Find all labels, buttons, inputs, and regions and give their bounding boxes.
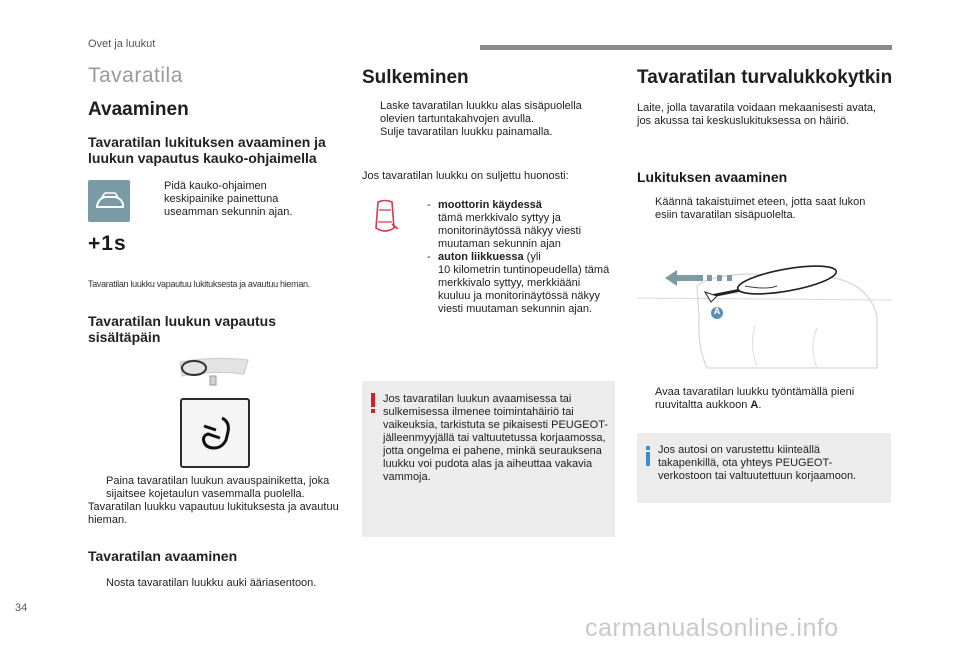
screwdriver-illustration: [637, 256, 892, 374]
bullet-icon: [362, 126, 372, 139]
bullet-icon: [146, 180, 156, 219]
dashboard-illustration: [172, 356, 252, 388]
condition-engine-running: moottorin käydessä: [438, 199, 542, 211]
subheading-open-trunk: Tavaratilan avaaminen: [88, 548, 238, 564]
warning-icon: [370, 393, 376, 413]
heading-sulkeminen: Sulkeminen: [362, 67, 469, 88]
inside-release-text: Paina tavaratilan luukun avauspainiketta, joka sijaitsee kojetaulun vasemmalla puolella. Tavaratilan luukku vapautuu lukituksesta ja avautuu hieman.: [88, 475, 350, 527]
figure-label-a: A: [713, 306, 721, 316]
closing-conditions: - moottorin käydessä tämä merkkivalo syttyy ja monitorinäytössä näkyy viesti muutaman sekunnin ajan - auton liikkuessa (yli 10 kilometrin tuntinopeudella) tämä merkkivalo syttyy, merkkiääni kuuluu ja monitorinäytössä näkyy viesti muutaman sekunnin ajan.: [427, 199, 610, 315]
remote-note: Tavaratilan luukku vapautuu lukituksesta ja avautuu hieman.: [88, 279, 310, 289]
subheading-remote: Tavaratilan lukituksen avaaminen ja luukun vapautus kauko-ohjaimella: [88, 134, 326, 166]
bullet-icon: [88, 577, 98, 590]
open-door-warning-icon: [370, 198, 400, 238]
section-label: Ovet ja luukut: [88, 38, 156, 50]
remote-key-icon: [88, 180, 130, 222]
bullet-icon: [362, 100, 372, 126]
subheading-inside-release: Tavaratilan luukun vapautus sisältäpäin: [88, 313, 277, 345]
open-trunk-step: Nosta tavaratilan luukku auki ääriasentoon.: [88, 577, 350, 590]
bullet-icon: [637, 386, 647, 412]
inside-release-note: Tavaratilan luukku vapautuu lukituksesta ja avautuu hieman.: [88, 501, 339, 526]
warning-text: Jos tavaratilan luukun avaamisessa tai sulkemisessa ilmenee toimintahäiriö tai vaikeuksia, tarkistuta se pikaisesti PEUGEOT-jälleenmyyjällä tai valtuutetussa korjaamossa, jotta ongelma ei pahene, minkä seurauksena luukku voi pudota alas ja aiheuttaa vakavia vammoja.: [383, 393, 608, 483]
info-text: Jos autosi on varustettu kiinteällä takapenkillä, ota yhteys PEUGEOT-verkostoon tai valtuutettuun korjaamoon.: [658, 444, 857, 482]
closing-steps: Laske tavaratilan luukku alas sisäpuolella olevien tartuntakahvojen avulla. Sulje tavaratilan luukku painamalla.: [362, 100, 612, 139]
bullet-icon: [637, 196, 647, 222]
unlock-step-1: Käännä takaistuimet eteen, jotta saat lukon esiin tavaratilan sisäpuolelta.: [637, 196, 887, 222]
info-box: [637, 433, 891, 503]
heading-avaaminen: Avaaminen: [88, 99, 189, 120]
plus-one-second-badge: +1s: [88, 232, 127, 255]
condition-car-moving: auton liikkuessa: [438, 251, 524, 263]
trunk-open-icon: [182, 400, 248, 466]
info-icon: [645, 446, 651, 466]
page-number: 34: [15, 602, 28, 614]
closing-intro: Jos tavaratilan luukku on suljettu huonosti:: [362, 170, 569, 182]
bullet-icon: [88, 475, 98, 501]
safety-lock-intro: Laite, jolla tavaratila voidaan mekaanisesti avata, jos akussa tai keskuslukituksessa on häiriö.: [637, 102, 877, 127]
header-rule: [480, 45, 892, 50]
remote-step: Pidä kauko-ohjaimen keskipainike painettuna useamman sekunnin ajan.: [146, 180, 316, 219]
watermark: carmanualsonline.info: [585, 614, 839, 642]
warning-box: [362, 381, 615, 537]
subheading-unlock: Lukituksen avaaminen: [637, 169, 788, 185]
trunk-release-button[interactable]: [180, 398, 250, 468]
page-title: Tavaratila: [88, 64, 183, 87]
heading-safety-lock: Tavaratilan turvalukkokytkin: [637, 67, 893, 88]
unlock-step-2: Avaa tavaratilan luukku työntämällä pieni ruuvitaltta aukkoon A.: [637, 386, 887, 412]
